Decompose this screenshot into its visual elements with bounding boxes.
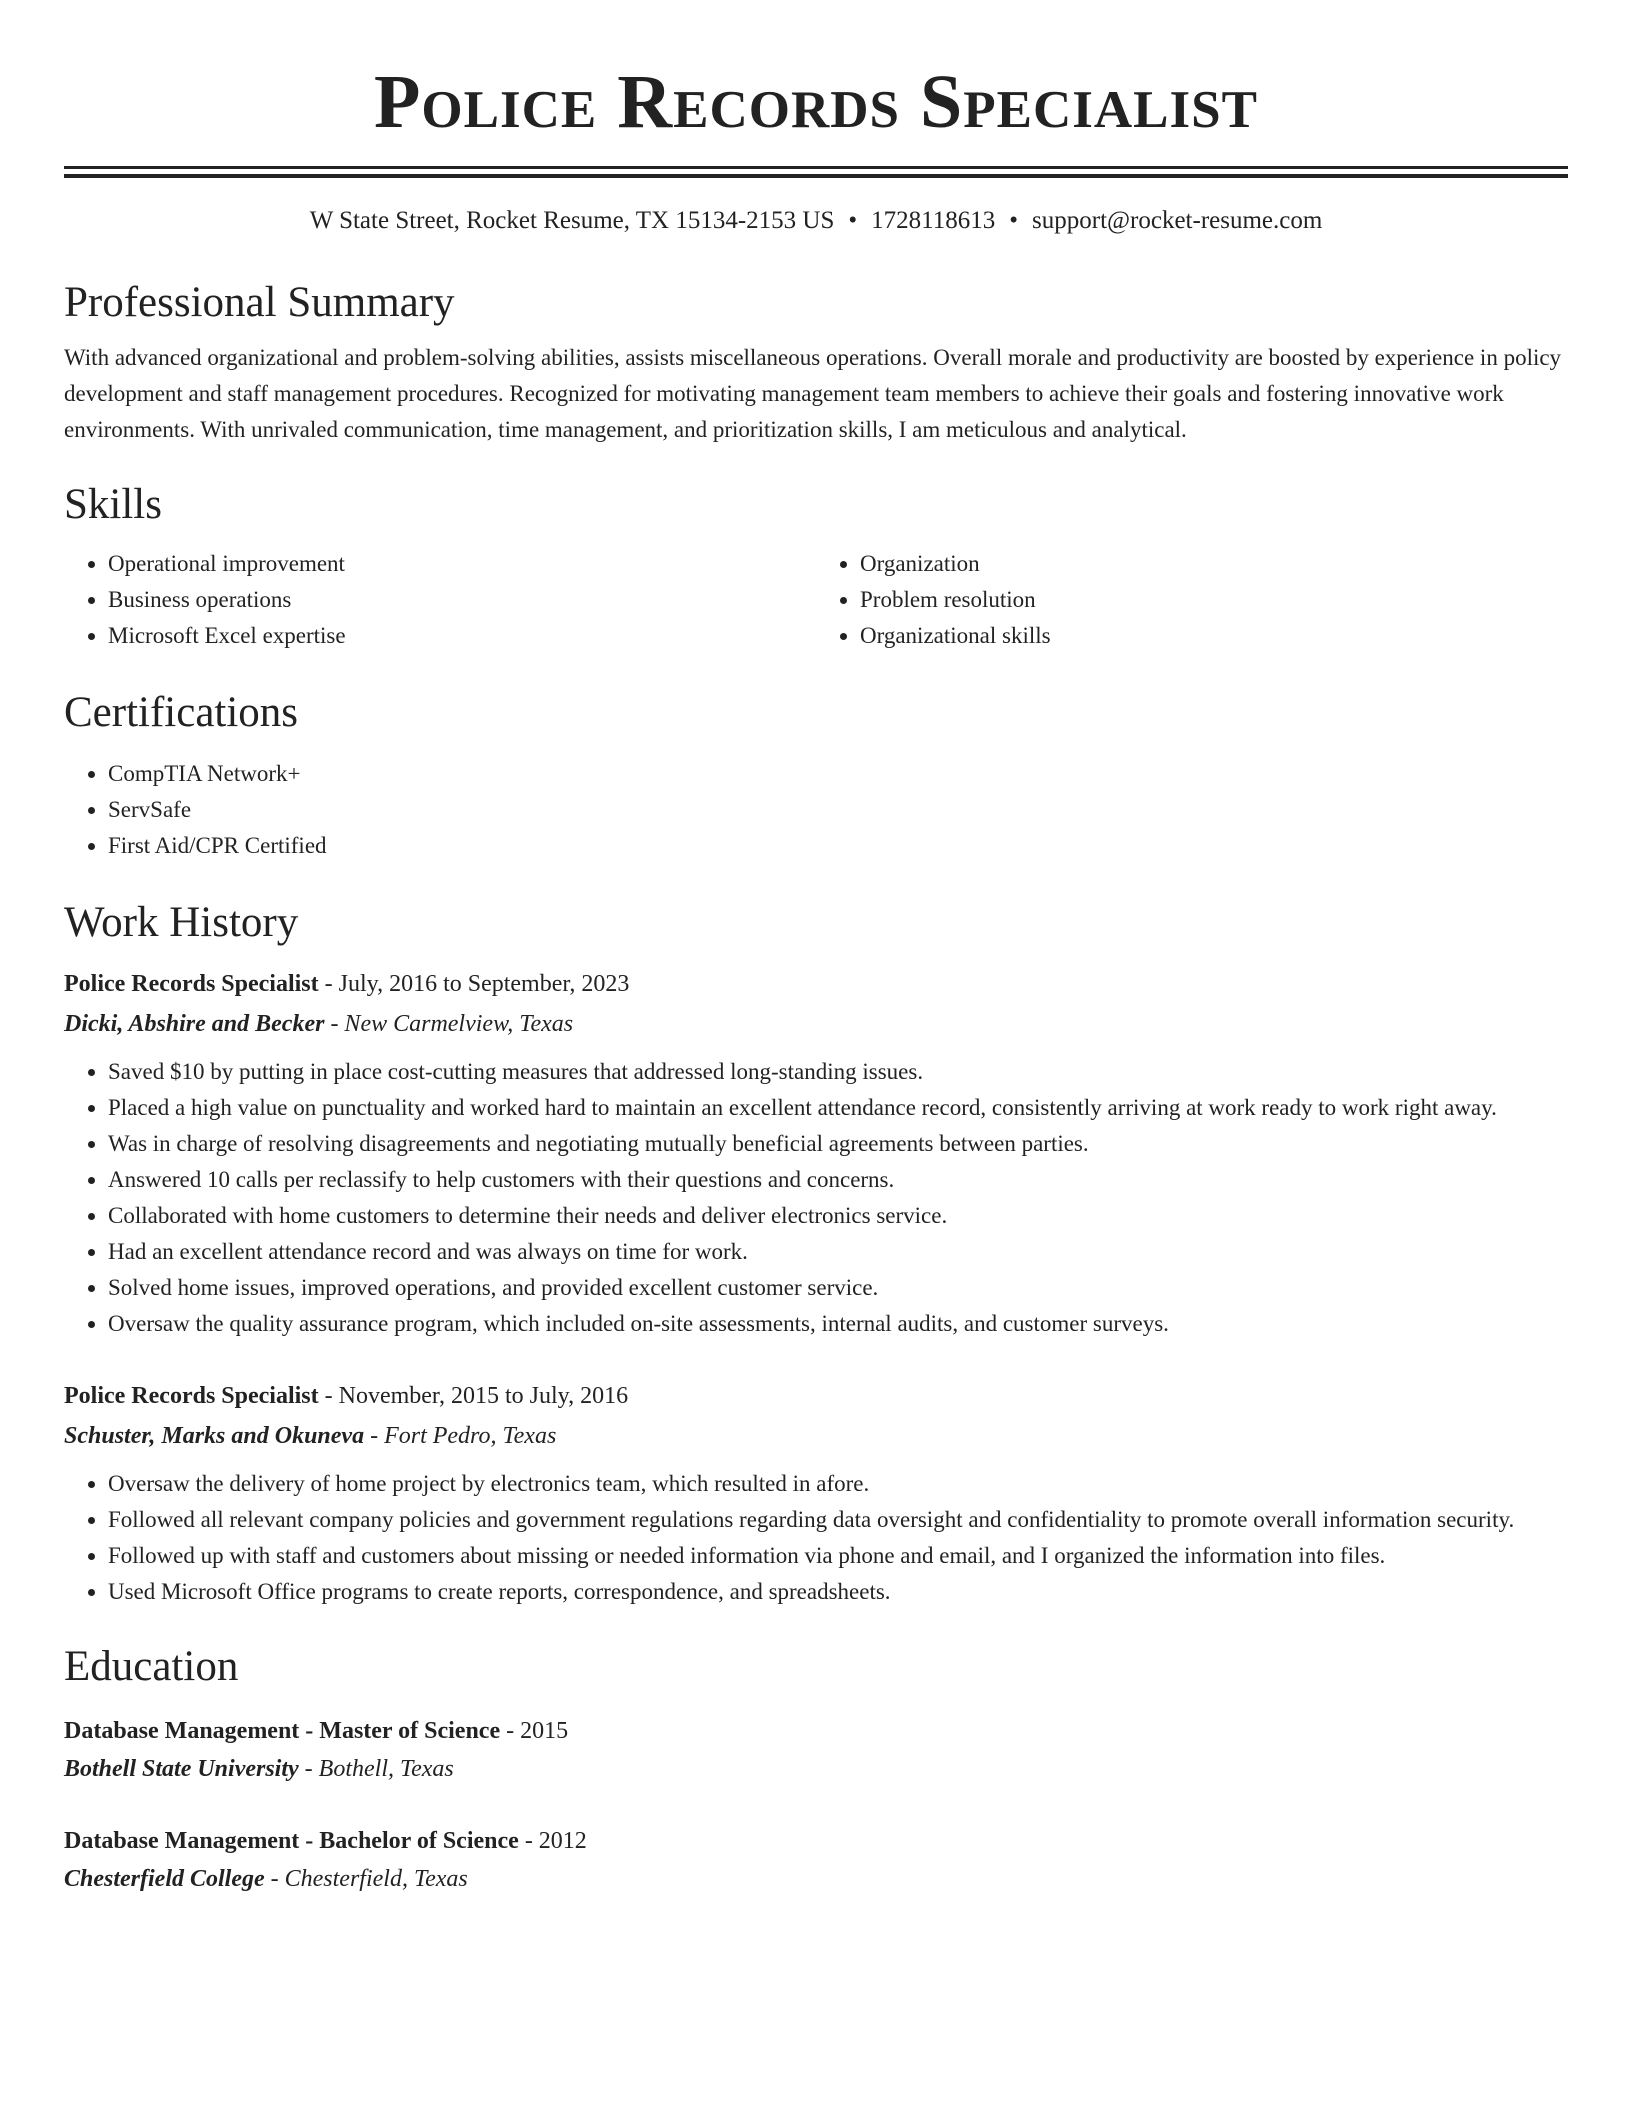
- job-bullets: [64, 1466, 1568, 1610]
- job-bullet: • Followed up with staff and customers about missing or needed information via phone and email, and I organized the information into files.: [108, 1538, 1568, 1574]
- education-school-line: [64, 1750, 1568, 1788]
- job-bullet: • Solved home issues, improved operations, and provided excellent customer service.: [108, 1270, 1568, 1306]
- job-dates: - July, 2016 to September, 2023: [318, 971, 630, 997]
- education-degree-line: [64, 1712, 1568, 1750]
- job-bullet: • Placed a high value on punctuality and worked hard to maintain an excellent attendance record, consistently arriving at work ready to work right away.: [108, 1090, 1568, 1126]
- education-degree: Database Management - Master of Science: [64, 1718, 501, 1744]
- contact-line: [64, 204, 1568, 238]
- job-title-line: [64, 1376, 1568, 1416]
- contact-email: support@rocket-resume.com: [1032, 207, 1323, 234]
- certification-item: • CompTIA Network+: [108, 756, 1568, 792]
- job-bullet: • Oversaw the delivery of home project by electronics team, which resulted in afore.: [108, 1466, 1568, 1502]
- job-company-line: [64, 1416, 1568, 1456]
- skill-item: • Operational improvement: [108, 546, 816, 582]
- skills-columns: [64, 546, 1568, 654]
- job-company: Dicki, Abshire and Becker: [64, 1011, 325, 1037]
- job-entry: [64, 964, 1568, 1342]
- section-heading-skills: Skills: [64, 481, 162, 528]
- job-bullet: • Used Microsoft Office programs to create reports, correspondence, and spreadsheets.: [108, 1574, 1568, 1610]
- work-history-section: [64, 894, 1568, 1610]
- job-bullet: • Collaborated with home customers to determine their needs and deliver electronics service.: [108, 1198, 1568, 1234]
- education-location: - Bothell, Texas: [298, 1756, 454, 1782]
- education-section: [64, 1638, 1568, 1898]
- job-location: - New Carmelview, Texas: [324, 1011, 574, 1037]
- skills-list-right: [816, 546, 1568, 654]
- job-company: Schuster, Marks and Okuneva: [64, 1423, 365, 1449]
- job-bullet: • Saved $10 by putting in place cost-cutting measures that addressed long-standing issues.: [108, 1054, 1568, 1090]
- summary-text: With advanced organizational and problem-solving abilities, assists miscellaneous operations. Overall morale and productivity are boosted by experience in policy development and staff management procedures. Recognized for motivating management team members to achieve their goals and fostering innovative work environments. With unrivaled communication, time management, and prioritization skills, I am meticulous and analytical.: [64, 345, 1562, 442]
- education-location: - Chesterfield, Texas: [264, 1866, 468, 1892]
- page-title: Police Records Specialist: [374, 60, 1258, 144]
- job-title: Police Records Specialist: [64, 1383, 319, 1409]
- job-bullet: • Answered 10 calls per reclassify to help customers with their questions and concerns.: [108, 1162, 1568, 1198]
- job-bullets: [64, 1054, 1568, 1342]
- summary-section: [64, 274, 1568, 448]
- certification-item: • First Aid/CPR Certified: [108, 828, 1568, 864]
- education-entry: [64, 1712, 1568, 1788]
- education-school: Bothell State University: [64, 1756, 299, 1782]
- job-company-line: [64, 1004, 1568, 1044]
- education-entry: [64, 1822, 1568, 1898]
- education-year: - 2012: [518, 1828, 587, 1854]
- skills-section: [64, 476, 1568, 654]
- skill-item: • Organizational skills: [860, 618, 1568, 654]
- education-year: - 2015: [500, 1718, 569, 1744]
- job-title: Police Records Specialist: [64, 971, 319, 997]
- skill-item: • Organization: [860, 546, 1568, 582]
- job-bullet: • Oversaw the quality assurance program, which included on-site assessments, internal audits, and customer surveys.: [108, 1306, 1568, 1342]
- education-school-line: [64, 1860, 1568, 1898]
- education-school: Chesterfield College: [64, 1866, 265, 1892]
- section-heading-summary: Professional Summary: [64, 279, 455, 326]
- job-bullet: • Followed all relevant company policies and government regulations regarding data oversight and confidentiality to promote overall information security.: [108, 1502, 1568, 1538]
- title-double-rule: [64, 166, 1568, 178]
- job-dates: - November, 2015 to July, 2016: [318, 1383, 629, 1409]
- job-title-line: [64, 964, 1568, 1004]
- certifications-list: [64, 756, 1568, 864]
- job-location: - Fort Pedro, Texas: [364, 1423, 557, 1449]
- job-bullet: • Had an excellent attendance record and was always on time for work.: [108, 1234, 1568, 1270]
- education-degree: Database Management - Bachelor of Science: [64, 1828, 519, 1854]
- contact-separator: •: [848, 207, 858, 234]
- skill-item: • Business operations: [108, 582, 816, 618]
- section-heading-certifications: Certifications: [64, 689, 299, 736]
- job-entry: [64, 1376, 1568, 1610]
- section-heading-education: Education: [64, 1643, 239, 1690]
- certification-item: • ServSafe: [108, 792, 1568, 828]
- certifications-section: [64, 684, 1568, 864]
- skills-list-left: [64, 546, 816, 654]
- contact-separator: •: [1009, 207, 1019, 234]
- skill-item: • Problem resolution: [860, 582, 1568, 618]
- skill-item: • Microsoft Excel expertise: [108, 618, 816, 654]
- contact-address: W State Street, Rocket Resume, TX 15134-2153 US: [309, 207, 835, 234]
- section-heading-work-history: Work History: [64, 899, 299, 946]
- job-bullet: • Was in charge of resolving disagreements and negotiating mutually beneficial agreements between parties.: [108, 1126, 1568, 1162]
- education-degree-line: [64, 1822, 1568, 1860]
- contact-phone: 1728118613: [871, 207, 996, 234]
